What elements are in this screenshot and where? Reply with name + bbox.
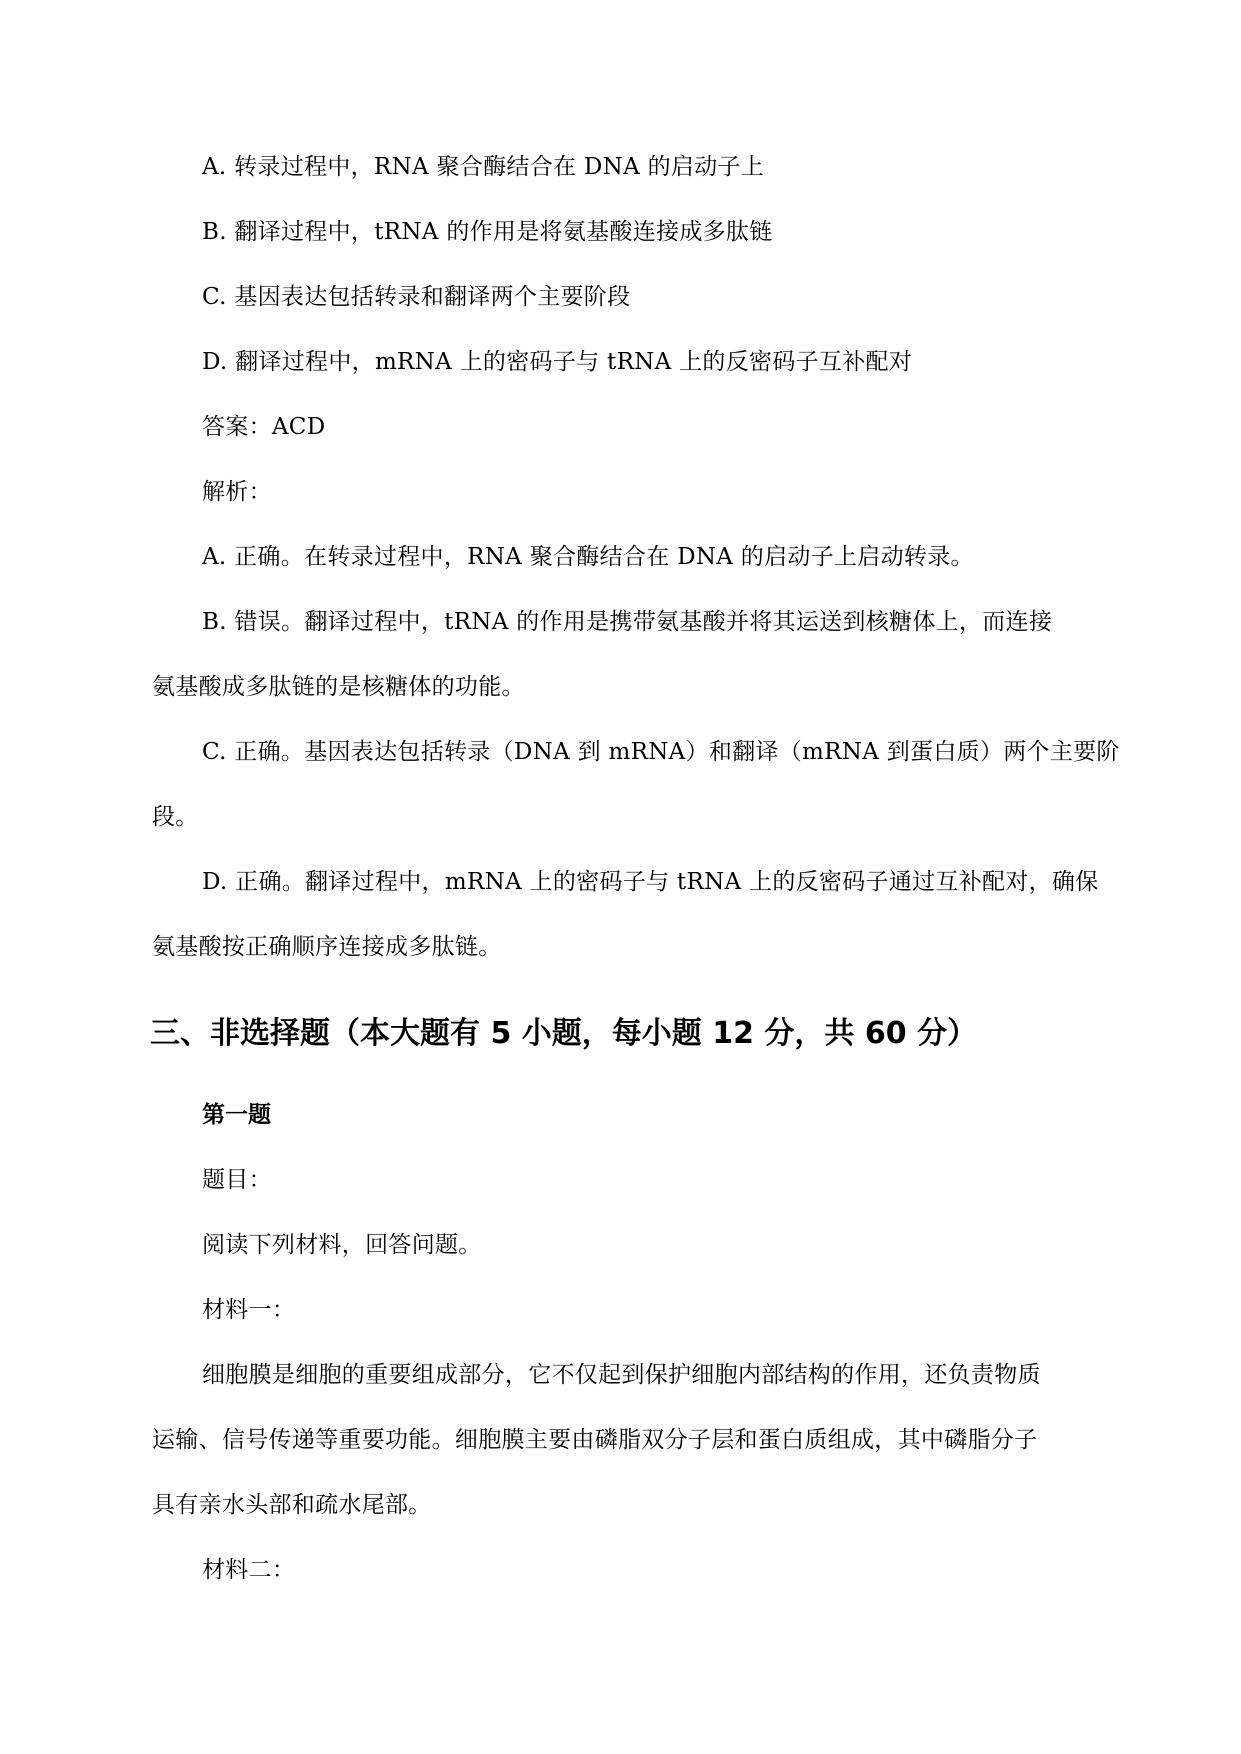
option-c: C. 基因表达包括转录和翻译两个主要阶段 xyxy=(202,284,631,310)
material1-line3: 具有亲水头部和疏水尾部。 xyxy=(152,1492,432,1518)
section-heading: 三、非选择题（本大题有 5 小题，每小题 12 分，共 60 分） xyxy=(150,1016,978,1051)
analysis-c-line2: 段。 xyxy=(152,804,199,830)
prompt-label: 题目： xyxy=(202,1167,272,1193)
analysis-label: 解析： xyxy=(202,479,272,505)
analysis-d-line2: 氨基酸按正确顺序连接成多肽链。 xyxy=(152,934,502,960)
option-d: D. 翻译过程中，mRNA 上的密码子与 tRNA 上的反密码子互补配对 xyxy=(202,349,913,375)
material2-label: 材料二： xyxy=(202,1557,296,1583)
option-b: B. 翻译过程中，tRNA 的作用是将氨基酸连接成多肽链 xyxy=(202,219,773,245)
analysis-b-line2: 氨基酸成多肽链的是核糖体的功能。 xyxy=(152,674,525,700)
analysis-c-line1: C. 正确。基因表达包括转录（DNA 到 mRNA）和翻译（mRNA 到蛋白质）两个主要阶 xyxy=(202,739,1120,765)
material1-label: 材料一： xyxy=(202,1297,296,1323)
analysis-a: A. 正确。在转录过程中，RNA 聚合酶结合在 DNA 的启动子上启动转录。 xyxy=(202,544,974,570)
analysis-b-line1: B. 错误。翻译过程中，tRNA 的作用是携带氨基酸并将其运送到核糖体上，而连接 xyxy=(202,609,1053,635)
material1-line2: 运输、信号传递等重要功能。细胞膜主要由磷脂双分子层和蛋白质组成，其中磷脂分子 xyxy=(152,1427,1038,1453)
question-title: 第一题 xyxy=(202,1102,271,1128)
instruction: 阅读下列材料，回答问题。 xyxy=(202,1232,482,1258)
answer: 答案：ACD xyxy=(202,414,326,440)
option-a: A. 转录过程中，RNA 聚合酶结合在 DNA 的启动子上 xyxy=(202,154,765,180)
material1-line1: 细胞膜是细胞的重要组成部分，它不仅起到保护细胞内部结构的作用，还负责物质 xyxy=(202,1362,1041,1388)
analysis-d-line1: D. 正确。翻译过程中，mRNA 上的密码子与 tRNA 上的反密码子通过互补配对，确保 xyxy=(202,869,1099,895)
